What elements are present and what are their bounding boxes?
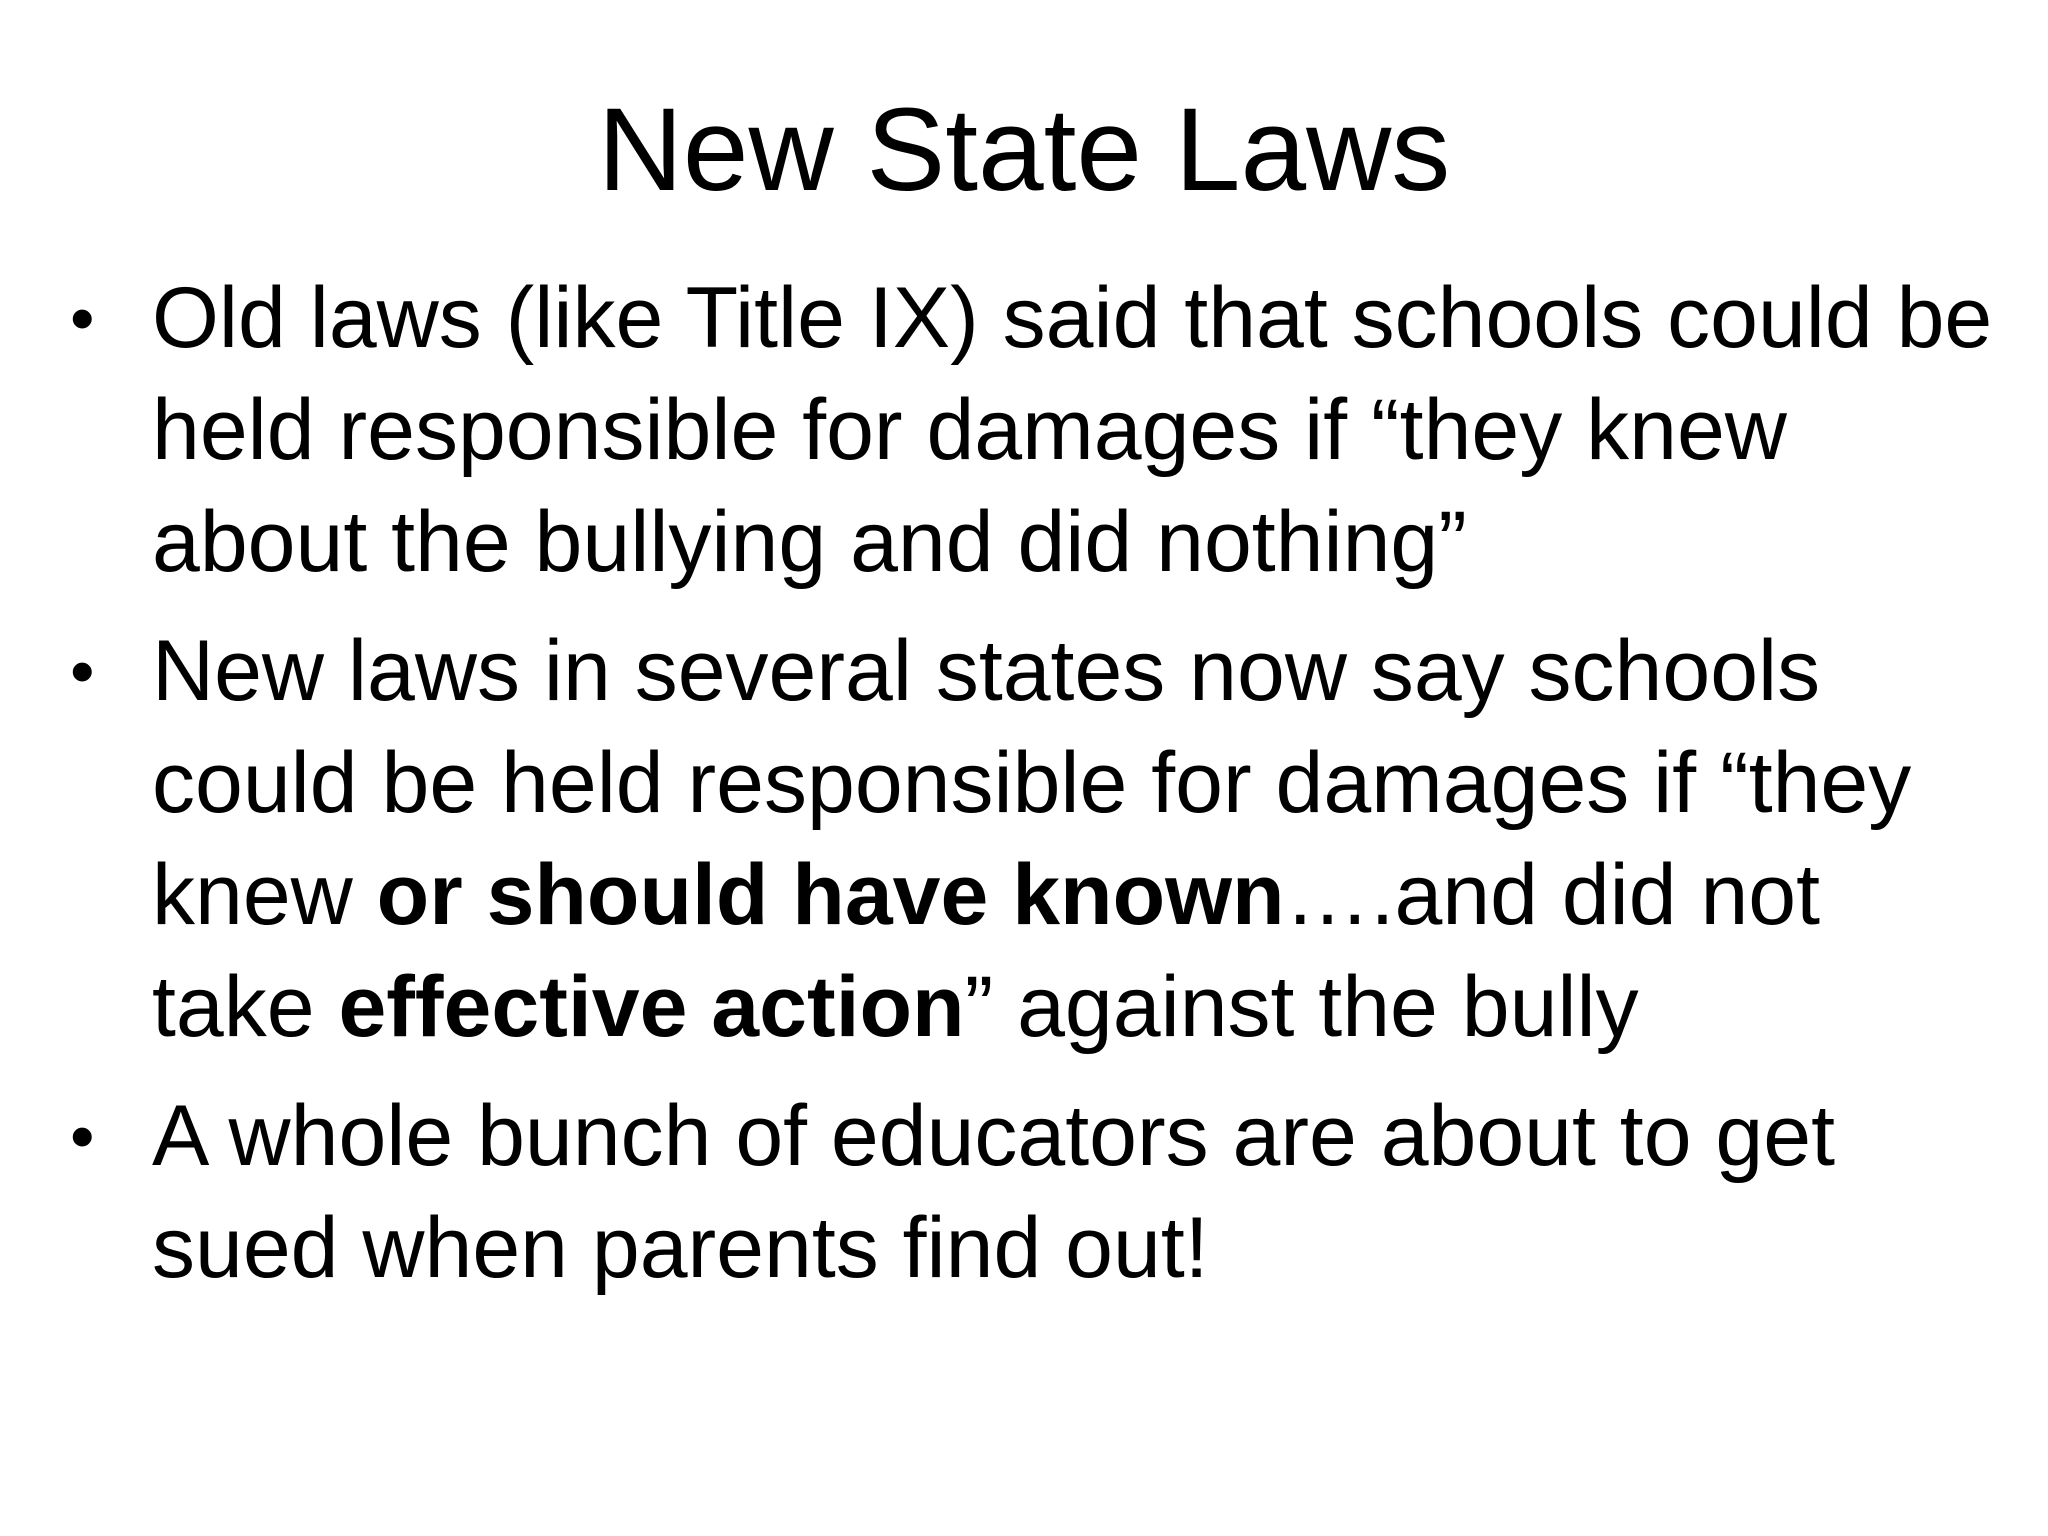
bullet-text-bold: or should have known xyxy=(376,847,1285,943)
bullet-item-new-laws xyxy=(70,615,2000,1063)
bullet-text: A whole bunch of educators are about to get sued when parents find out! xyxy=(152,1088,1835,1296)
bullet-item-old-laws xyxy=(70,262,2000,598)
bullet-text-part: ” against the bully xyxy=(964,959,1639,1055)
bullet-text-part: ….and did not take xyxy=(152,847,1821,1055)
slide-title: New State Laws xyxy=(597,84,1451,216)
bullet-icon: • xyxy=(70,1097,95,1175)
bullet-text-part: New laws in several states now say schools could be held responsible for damages if “they knew xyxy=(152,623,1912,943)
bullet-text: Old laws (like Title IX) said that schools could be held responsible for damages if “they knew about the bullying and did nothing” xyxy=(152,270,1993,590)
bullet-icon: • xyxy=(70,279,95,357)
bullet-item-educators-sued xyxy=(70,1080,2000,1304)
bullet-icon: • xyxy=(70,632,95,710)
bullet-list xyxy=(70,262,2000,1321)
bullet-text-bold: effective action xyxy=(338,959,965,1055)
